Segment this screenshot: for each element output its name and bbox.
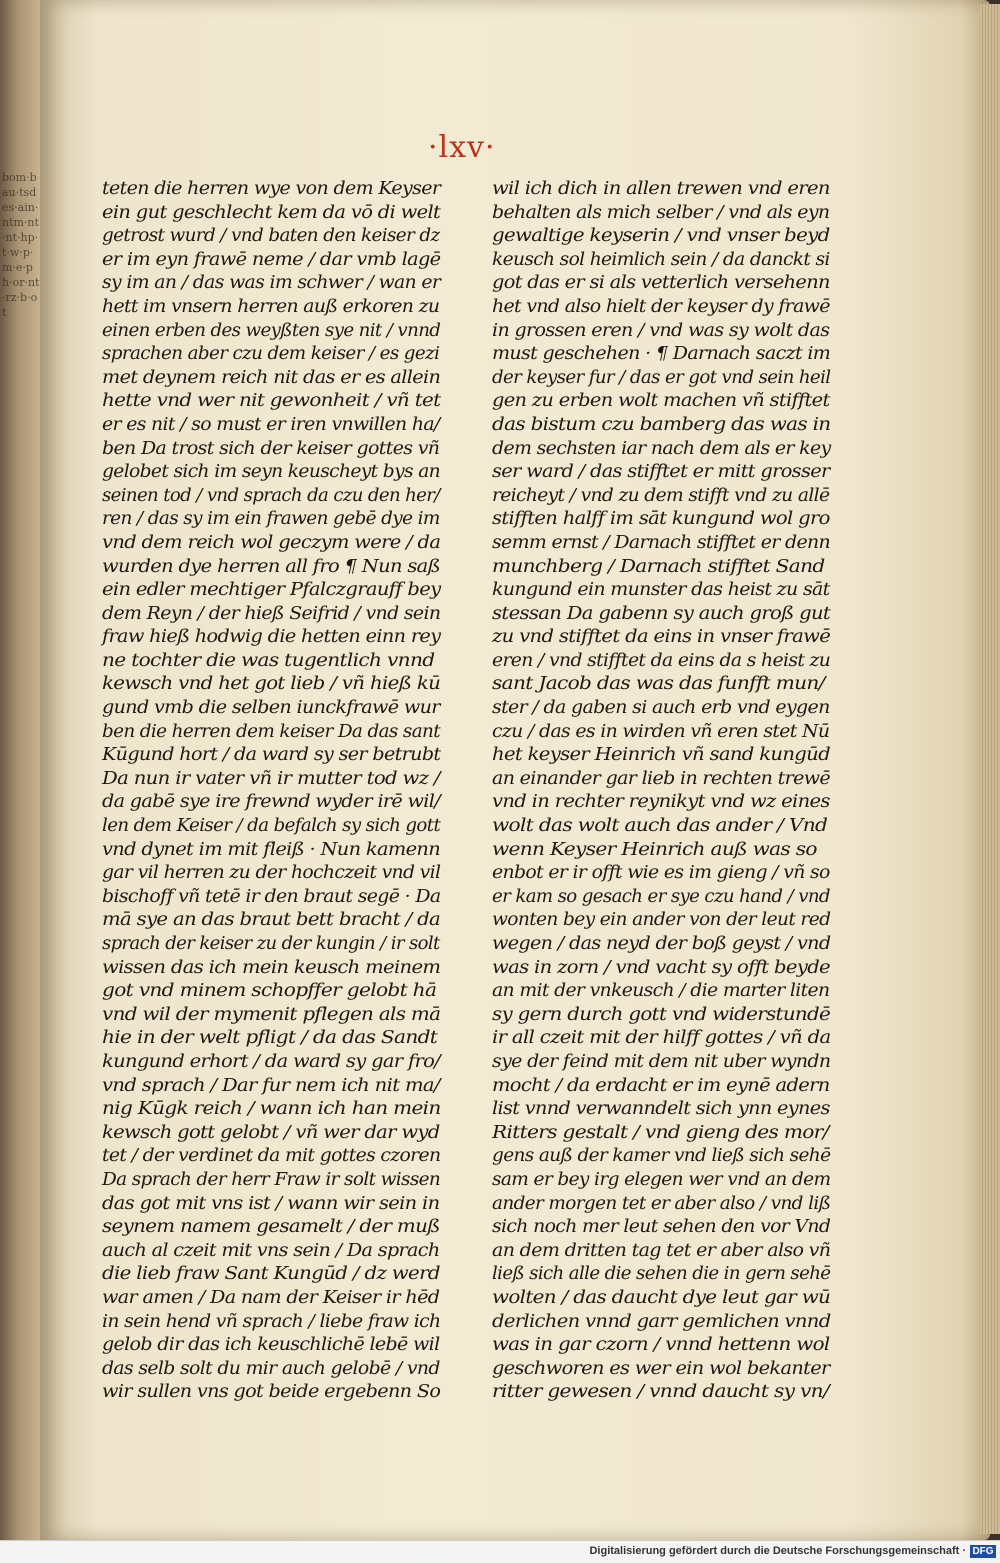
text-line: ren / das sy im ein frawen gebē dye im [102, 509, 440, 530]
text-line: ander morgen tet er aber also / vnd liß [492, 1193, 831, 1214]
text-line: Kūgund hort / da ward sy ser betrubt [102, 745, 441, 766]
text-line: die lieb fraw Sant Kungūd / dz werd [102, 1264, 440, 1285]
text-line: ne tochter die was tugentlich vnnd [102, 650, 435, 671]
text-line: ben Da trost sich der keiser gottes vñ [102, 438, 440, 459]
text-line: das got mit vns ist / wann wir sein in [102, 1193, 440, 1214]
text-line: gar vil herren zu der hochczeit vnd vil [102, 863, 441, 884]
text-line: sy im an / das was im schwer / wan er [102, 273, 441, 294]
text-line: getrost wurd / vnd baten den keiser dz [102, 226, 440, 247]
text-line: got das er si als vetterlich versehenn [492, 273, 830, 294]
text-line: eren / vnd stifftet da eins da s heist zu [492, 650, 831, 671]
text-line: ster / da gaben si auch erb vnd eygen [492, 698, 830, 719]
text-line: er es nit / so must er iren vnwillen ha/ [102, 414, 440, 435]
text-line: gen zu erben wolt machen vñ stifftet [492, 391, 830, 412]
text-line: stifften halff im sāt kungund wol gro [492, 509, 830, 530]
funding-credit: Digitalisierung gefördert durch die Deutsche Forschungsgemeinschaft · [589, 1545, 966, 1557]
folio-number: ·lxv· [428, 130, 496, 165]
text-line: hie in der welt pfligt / da das Sandt [102, 1028, 438, 1049]
text-line: mā sye an das braut bett bracht / da [102, 910, 441, 931]
text-line: stessan Da gabenn sy auch groß gut [492, 603, 831, 624]
text-line: was in zorn / vnd vacht sy offt beyde [492, 957, 830, 978]
text-line: war amen / Da nam der Keiser ir hēd [102, 1287, 440, 1308]
text-line: keusch sol heimlich sein / da danckt si [492, 249, 830, 270]
text-line: ein edler mechtiger Pfalczgrauff bey [102, 580, 441, 601]
text-line: in sein hend vñ sprach / liebe fraw ich [102, 1311, 441, 1332]
text-line: tet / der verdinet da mit gottes czoren [102, 1146, 441, 1167]
text-line: hett im vnsern herren auß erkoren zu [102, 296, 440, 317]
text-line: czu / das es in wirden vñ eren stet Nū [492, 721, 830, 742]
text-line: wil ich dich in allen trewen vnd eren [492, 179, 830, 199]
text-line: wolt das wolt auch das ander / Vnd [492, 816, 828, 837]
text-line: met deynem reich nit das er es allein [102, 367, 441, 388]
text-line: bischoff vñ tetē ir den braut segē · Da [102, 886, 441, 907]
text-line: behalten als mich selber / vnd als eyn [492, 202, 830, 223]
text-line: der keyser fur / das er got vnd sein heil [492, 367, 831, 388]
text-line: kungund erhort / da ward sy gar fro/ [102, 1051, 441, 1072]
text-line: wegen / das neyd der boß geyst / vnd [492, 934, 831, 954]
text-line: wolten / das daucht dye leut gar wū [492, 1287, 831, 1308]
text-line: enbot er ir offt wie es im gieng / vñ so [492, 863, 830, 884]
text-line: gelobet sich im seyn keuscheyt bys an [102, 462, 441, 483]
text-column-left [102, 178, 442, 1405]
text-column-right [492, 178, 832, 1405]
text-line: fraw hieß hodwig die hetten einn rey [102, 627, 441, 648]
text-line: sprach der keiser zu der kungin / ir solt [102, 934, 440, 954]
text-line: gund vmb die selben iunckfrawē wur [102, 698, 440, 719]
text-line: wissen das ich mein keusch meinem [102, 957, 441, 978]
text-line: mocht / da erdacht er im eynē adern [492, 1075, 830, 1096]
text-line: dem sechsten iar nach dem als er key [492, 438, 831, 459]
text-line: er kam so gesach er sye czu hand / vnd [492, 886, 830, 907]
text-line: sprachen aber czu dem keiser / es gezi [102, 344, 440, 365]
text-line: sy gern durch gott vnd widerstundē [492, 1004, 831, 1025]
text-line: kewsch gott gelobt / vñ wer dar wyd [102, 1122, 440, 1143]
text-line: einen erben des weyßten sye nit / vnnd [102, 320, 441, 341]
text-line: len dem Keiser / da befalch sy sich gott [102, 816, 441, 837]
text-line: list vnnd verwanndelt sich ynn eynes [492, 1099, 830, 1120]
text-line: gewaltige keyserin / vnd vnser beyd [492, 226, 830, 247]
text-line: kewsch vnd het got lieb / vñ hieß kū [102, 674, 441, 695]
text-line: vnd sprach / Dar fur nem ich nit ma/ [102, 1075, 440, 1096]
text-line: hette vnd wer nit gewonheit / vñ tet [102, 391, 441, 412]
text-line: ser ward / das stifftet er mitt grosser [492, 462, 830, 483]
text-line: kungund ein munster das heist zu sāt [492, 580, 830, 601]
text-line: in grossen eren / vnd was sy wolt das [492, 320, 830, 341]
text-line: wir sullen vns got beide ergebenn So [102, 1382, 441, 1403]
text-line: vnd wil der mymenit pflegen als mā [102, 1004, 441, 1025]
text-line: reicheyt / vnd zu dem stifft vnd zu allē [492, 485, 830, 506]
text-line: seynem namem gesamelt / der muß [102, 1217, 440, 1238]
text-line: das selb solt du mir auch gelobē / vnd [102, 1358, 440, 1379]
text-line: wenn Keyser Heinrich auß was so [492, 839, 817, 860]
text-line: het keyser Heinrich vñ sand kungūd [492, 745, 830, 766]
text-line: munchberg / Darnach stifftet Sand [492, 556, 825, 577]
text-line: das bistum czu bamberg das was in [492, 414, 831, 435]
page-stack-edge [980, 4, 1000, 1534]
text-line: sant Jacob das was das funfft mun/ [492, 674, 825, 695]
previous-page-text: bom·bau·tsdes·ain·ntm·nt·nt·hp·t·w·p·m·e·ph·or·nt·rz·b·ot [2, 171, 40, 319]
text-line: dem Reyn / der hieß Seifrid / vnd sein [102, 603, 441, 624]
text-line: vnd in rechter reynikyt vnd wz eines [492, 792, 830, 813]
text-line: gens auß der kamer vnd ließ sich sehē [492, 1146, 831, 1167]
text-line: vnd dynet im mit fleiß · Nun kamenn [102, 839, 441, 860]
text-line: zu vnd stifftet da eins in vnser frawē [492, 627, 831, 648]
previous-page-edge [0, 0, 44, 1540]
text-line: Da nun ir vater vñ ir mutter tod wz / [102, 768, 440, 789]
text-line: ritter gewesen / vnnd daucht sy vn/ [492, 1382, 830, 1403]
text-line: wurden dye herren all fro ¶ Nun saß [102, 556, 440, 577]
text-line: derlichen vnnd garr gemlichen vnnd [492, 1311, 831, 1332]
text-line: nig Kūgk reich / wann ich han mein [102, 1099, 441, 1120]
text-line: an mit der vnkeusch / die marter liten [492, 981, 830, 1002]
text-line: sich noch mer leut sehen den vor Vnd [492, 1217, 831, 1238]
text-line: semm ernst / Darnach stifftet er denn [492, 532, 831, 553]
footer-bar [0, 1540, 1000, 1563]
text-line: wonten bey ein ander von der leut red [492, 910, 831, 931]
text-line: must geschehen · ¶ Darnach saczt im [492, 344, 831, 365]
text-line: sye der feind mit dem nit uber wyndn [492, 1051, 831, 1072]
text-line: ben die herren dem keiser Da das sant [102, 721, 441, 742]
text-line: got vnd minem schopffer gelobt hā [102, 981, 437, 1002]
text-line: Da sprach der herr Fraw ir solt wissen [102, 1169, 441, 1190]
text-line: an dem dritten tag tet er aber also vñ [492, 1240, 831, 1261]
text-line: Ritters gestalt / vnd gieng des mor/ [492, 1122, 829, 1143]
text-line: het vnd also hielt der keyser dy frawē [492, 296, 830, 317]
text-line: auch al czeit mit vns sein / Da sprach [102, 1240, 440, 1261]
text-line: gelob dir das ich keuschlichē lebē wil [102, 1335, 440, 1356]
text-line: ein gut geschlecht kem da vō di welt [102, 202, 441, 223]
text-line: er im eyn frawē neme / dar vmb lagē [102, 249, 441, 270]
text-line: ir all czeit mit der hilff gottes / vñ da [492, 1028, 831, 1049]
text-line: ließ sich alle die sehen die in gern sehē [492, 1264, 831, 1285]
text-line: an einander gar lieb in rechten trewē [492, 768, 830, 789]
text-line: teten die herren wye von dem Keyser [102, 179, 441, 199]
text-line: sam er bey irg elegen wer vnd an dem [492, 1169, 831, 1190]
text-line: seinen tod / vnd sprach da czu den her/ [102, 485, 440, 506]
text-line: was in gar czorn / vnnd hettenn wol [492, 1335, 830, 1356]
text-line: vnd dem reich wol geczym were / da [102, 532, 441, 553]
text-line: geschworen es wer ein wol bekanter [492, 1358, 830, 1379]
text-line: da gabē sye ire frewnd wyder irē wil/ [102, 792, 440, 813]
dfg-logo-icon: DFG [970, 1545, 996, 1558]
